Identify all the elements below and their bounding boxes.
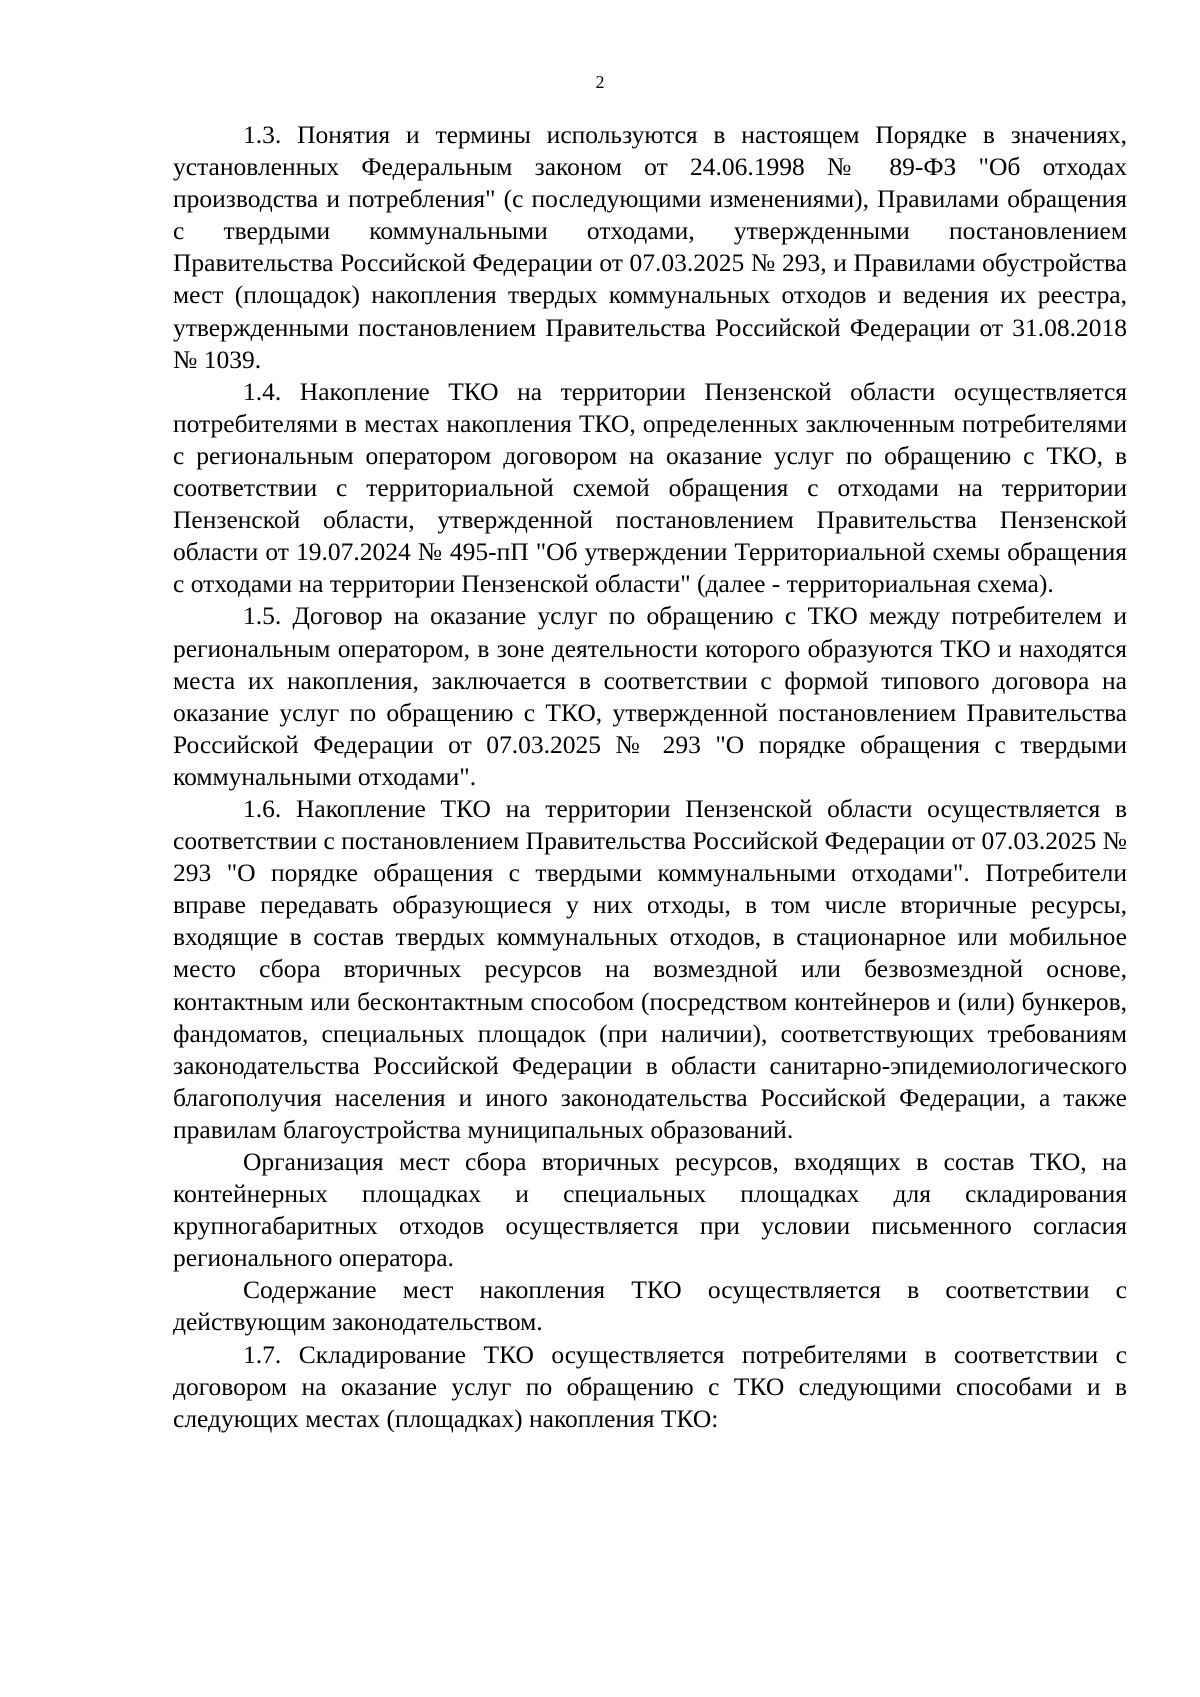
paragraph-1-5: 1.5. Договор на оказание услуг по обращению с ТКО между потребителем и региональным оператором, в зоне деятельности которого образуются ТКО и находятся места их накопления, заключается в соответствии с формой типового договора на оказание услуг по обращению с ТКО, утвержденной постановлением Правительства Российской Федерации от 07.03.2025 № 293 "О порядке обращения с твердыми коммунальными отходами". (173, 601, 1127, 791)
paragraph-1-7: 1.7. Складирование ТКО осуществляется потребителями в соответствии с договором на оказание услуг по обращению с ТКО следующими способами и в следующих местах (площадках) накопления ТКО: (173, 1339, 1127, 1433)
paragraph-1-4: 1.4. Накопление ТКО на территории Пензенской области осуществляется потребителями в местах накопления ТКО, определенных заключенным потребителями с региональным оператором договором на оказание услуг по обращению с ТКО, в соответствии с территориальной схемой обращения с отходами на территории Пензенской области, утвержденной постановлением Правительства Пензенской области от 19.07.2024 № 495-пП "Об утверждении Территориальной схемы обращения с отходами на территории Пензенской области" (далее - территориальная схема). (173, 376, 1127, 599)
paragraph-1-3: 1.3. Понятия и термины используются в настоящем Порядке в значениях, установленных Федеральным законом от 24.06.1998 № 89-ФЗ "Об отходах производства и потребления" (с последующими изменениями), Правилами обращения с твердыми коммунальными отходами, утвержденными постановлением Правительства Российской Федерации от 07.03.2025 № 293, и Правилами обустройства мест (площадок) накопления твердых коммунальных отходов и ведения их реестра, утвержденными постановлением Правительства Российской Федерации от 31.08.2018 № 1039. (173, 120, 1127, 374)
paragraph-maintenance: Содержание мест накопления ТКО осуществляется в соответствии с действующим законодательством. (173, 1275, 1127, 1337)
paragraph-1-6: 1.6. Накопление ТКО на территории Пензенской области осуществляется в соответствии с постановлением Правительства Российской Федерации от 07.03.2025 № 293 "О порядке обращения с твердыми коммунальными отходами". Потребители вправе передавать образующиеся у них отходы, в том числе вторичные ресурсы, входящие в состав твердых коммунальных отходов, в стационарное или мобильное место сбора вторичных ресурсов на возмездной или безвозмездной основе, контактным или бесконтактным способом (посредством контейнеров и (или) бункеров, фандоматов, специальных площадок (при наличии), соответствующих требованиям законодательства Российской Федерации в области санитарно-эпидемиологического благополучия населения и иного законодательства Российской Федерации, а также правилам благоустройства муниципальных образований. (173, 793, 1127, 1144)
paragraph-secondary-resources: Организация мест сбора вторичных ресурсов, входящих в состав ТКО, на контейнерных площадках и специальных площадках для складирования крупногабаритных отходов осуществляется при условии письменного согласия регионального оператора. (173, 1147, 1127, 1273)
page-number: 2 (595, 72, 605, 92)
document-body (173, 119, 1127, 1435)
